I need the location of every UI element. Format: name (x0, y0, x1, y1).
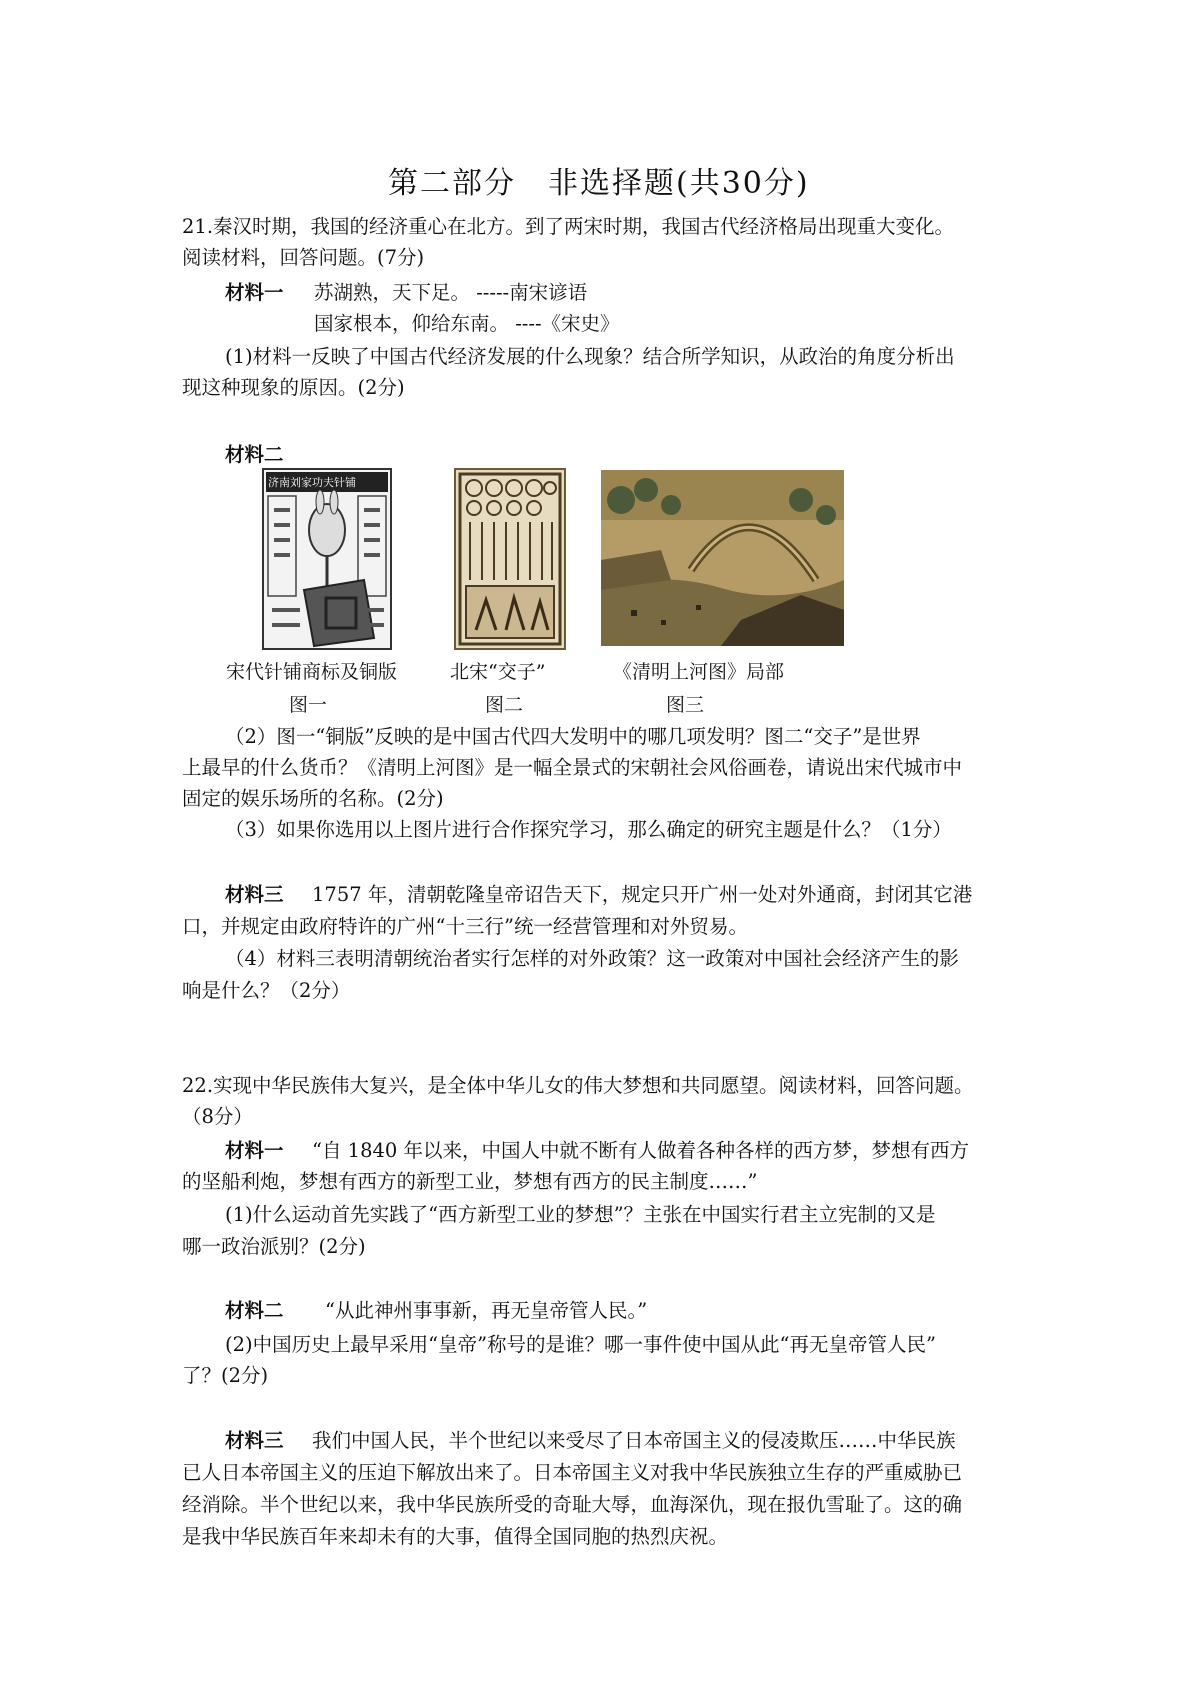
figure3-label: 图三 (666, 694, 705, 716)
figure2-caption: 北宋“交子” (450, 661, 546, 683)
q21-question1-line2: 现这种现象的原因。(2分) (182, 376, 405, 399)
figure2-label: 图二 (485, 694, 524, 716)
q22-intro-line2: （8分） (182, 1105, 253, 1128)
figure1-trademark-drawing (264, 470, 390, 648)
q21-question1-line1: (1)材料一反映了中国古代经济发展的什么现象？结合所学知识，从政治的角度分析出 (225, 345, 955, 368)
q21-intro-line1: 21.秦汉时期，我国的经济重心在北方。到了两宋时期，我国古代经济格局出现重大变化。 (182, 215, 955, 238)
q21-question2-line1: （2）图一“铜版”反映的是中国古代四大发明中的哪几项发明？图二“交子”是世界 (225, 725, 921, 748)
q22-material3-line3: 经消除。半个世纪以来，我中华民族所受的奇耻大辱，血海深仇，现在报仇雪耻了。这的确 (182, 1493, 963, 1516)
q22-question2-line2: 了？(2分) (182, 1364, 269, 1387)
figure1-seal-text: 济南刘家功夫针铺 (268, 476, 356, 489)
q21-material1-line1: 苏湖熟，天下足。 -----南宋谚语 (314, 281, 588, 304)
q21-material3-label: 材料三 (225, 883, 284, 906)
q21-material3-line2: 口，并规定由政府特许的广州“十三行”统一经营管理和对外贸易。 (182, 915, 748, 938)
q22-material3-label: 材料三 (225, 1429, 284, 1452)
page-title: 第二部分 非选择题(共30分) (388, 166, 810, 201)
figure3-painting-image (601, 470, 844, 646)
figure1-label: 图一 (289, 694, 328, 716)
q22-material2-text: “从此神州事事新，再无皇帝管人民。” (325, 1299, 648, 1322)
q22-material3-line4: 是我中华民族百年来却未有的大事，值得全国同胞的热烈庆祝。 (182, 1525, 729, 1548)
q21-question2-line2: 上最早的什么货币？《清明上河图》是一幅全景式的宋朝社会风俗画卷，请说出宋代城市中 (182, 756, 963, 779)
q22-question2-line1: (2)中国历史上最早采用“皇帝”称号的是谁？哪一事件使中国从此“再无皇帝管人民” (225, 1333, 936, 1356)
q21-question3: （3）如果你选用以上图片进行合作探究学习，那么确定的研究主题是什么？（1分） (225, 818, 952, 841)
figure1-caption: 宋代针铺商标及铜版 (226, 661, 398, 683)
figure3-painting-drawing (601, 470, 844, 646)
q21-material2-label: 材料二 (225, 443, 284, 466)
q22-material3-line2: 已人日本帝国主义的压迫下解放出来了。日本帝国主义对我中华民族独立生存的严重威胁已 (182, 1461, 963, 1484)
q21-question2-line3: 固定的娱乐场所的名称。(2分) (182, 787, 444, 810)
q22-material1-line1: “自 1840 年以来，中国人中就不断有人做着各种各样的西方梦，梦想有西方 (312, 1139, 969, 1162)
q22-intro-line1: 22.实现中华民族伟大复兴，是全体中华儿女的伟大梦想和共同愿望。阅读材料，回答问题。 (182, 1074, 974, 1097)
figure2-jiaozi-drawing (456, 470, 564, 648)
figure1-trademark-image (262, 468, 392, 650)
q21-material3-line1: 1757 年，清朝乾隆皇帝诏告天下，规定只开广州一处对外通商，封闭其它港 (312, 883, 973, 906)
figure2-jiaozi-image (454, 468, 566, 650)
q21-question4-line1: （4）材料三表明清朝统治者实行怎样的对外政策？这一政策对中国社会经济产生的影 (225, 947, 959, 970)
q22-material3-line1: 我们中国人民，半个世纪以来受尽了日本帝国主义的侵凌欺压……中华民族 (312, 1429, 956, 1452)
q22-question1-line2: 哪一政治派别？(2分) (182, 1235, 366, 1258)
q21-intro-line2: 阅读材料，回答问题。(7分) (182, 246, 425, 269)
q22-material2-label: 材料二 (225, 1299, 284, 1322)
q22-material1-label: 材料一 (225, 1139, 284, 1162)
q22-question1-line1: (1)什么运动首先实践了“西方新型工业的梦想”？主张在中国实行君主立宪制的又是 (225, 1203, 936, 1226)
q22-material1-line2: 的坚船利炮，梦想有西方的新型工业，梦想有西方的民主制度……” (182, 1170, 758, 1193)
q21-question4-line2: 响是什么？（2分） (182, 979, 351, 1002)
figure3-caption: 《清明上河图》局部 (613, 661, 785, 683)
q21-material1-line2: 国家根本，仰给东南。 ----《宋史》 (314, 312, 620, 335)
q21-material1-label: 材料一 (225, 281, 284, 304)
